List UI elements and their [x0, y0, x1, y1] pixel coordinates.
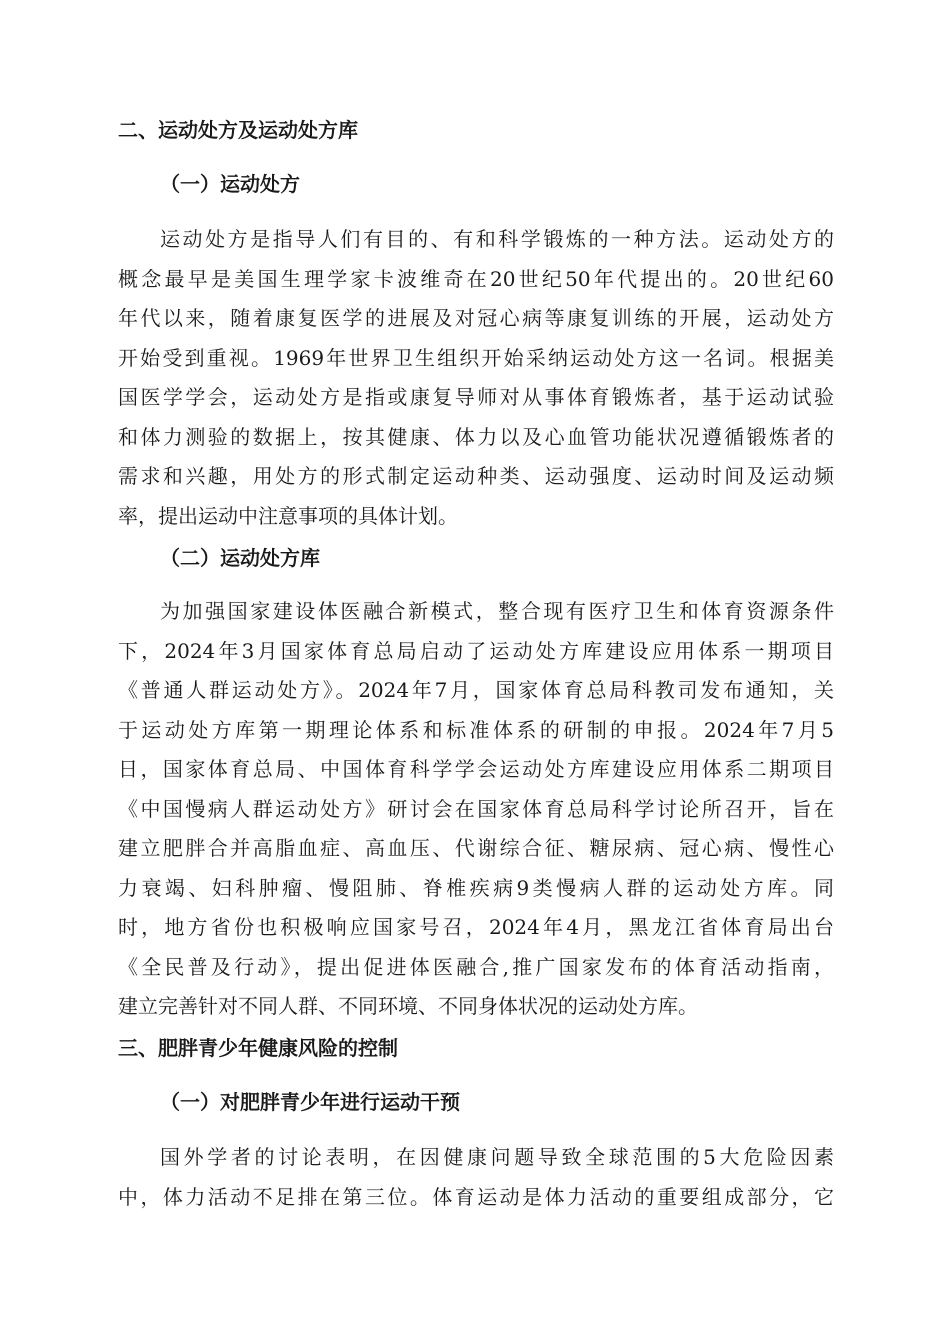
paragraph-line: 需求和兴趣，用处方的形式制定运动种类、运动强度、运动时间及运动频: [118, 464, 834, 488]
prescription-library-paragraph: [118, 592, 834, 1027]
paragraph-line: 日，国家体育总局、中国体育科学学会运动处方库建设应用体系二期项目: [118, 757, 834, 781]
paragraph-line: 时，地方省份也积极响应国家号召，2024年4月，黑龙江省体育局出台: [118, 915, 834, 939]
paragraph-line: 国医学学会，运动处方是指或康复导师对从事体育锻炼者，基于运动试验: [118, 385, 834, 409]
paragraph-line: 开始受到重视。1969年世界卫生组织开始采纳运动处方这一名词。根据美: [118, 345, 834, 370]
paragraph-line: 《全民普及行动》，提出促进体医融合,推广国家发布的体育活动指南，: [118, 954, 834, 979]
paragraph-line: 率，提出运动中注意事项的具体计划。: [118, 503, 458, 528]
paragraph-line: 为加强国家建设体医融合新模式，整合现有医疗卫生和体育资源条件: [160, 599, 834, 623]
section-3-heading: 三、肥胖青少年健康风险的控制: [118, 1036, 398, 1060]
section-2-1-heading: （一）运动处方: [160, 172, 300, 196]
paragraph-line: 《中国慢病人群运动处方》研讨会在国家体育总局科学讨论所召开，旨在: [118, 796, 834, 821]
section-3-1-heading: （一）对肥胖青少年进行运动干预: [160, 1090, 460, 1114]
obesity-intervention-paragraph: [118, 1138, 834, 1217]
exercise-prescription-paragraph: [118, 220, 834, 536]
paragraph-line: 于运动处方库第一期理论体系和标准体系的研制的申报。2024年7月5: [118, 717, 834, 742]
paragraph-line: 力衰竭、妇科肿瘤、慢阻肺、脊椎疾病9类慢病人群的运动处方库。同: [118, 875, 834, 900]
section-2-2-heading: （二）运动处方库: [160, 546, 320, 570]
paragraph-line: 国外学者的讨论表明，在因健康问题导致全球范围的5大危险因素: [160, 1145, 834, 1169]
paragraph-line: 概念最早是美国生理学家卡波维奇在20世纪50年代提出的。20世纪60: [118, 266, 834, 291]
paragraph-line: 和体力测验的数据上，按其健康、体力以及心血管功能状况遵循锻炼者的: [118, 424, 834, 449]
paragraph-line: 下，2024年3月国家体育总局启动了运动处方库建设应用体系一期项目: [118, 638, 834, 663]
paragraph-line: 年代以来，随着康复医学的进展及对冠心病等康复训练的开展，运动处方: [118, 306, 834, 330]
paragraph-line: 建立完善针对不同人群、不同环境、不同身体状况的运动处方库。: [118, 994, 698, 1018]
paragraph-line: 中，体力活动不足排在第三位。体育运动是体力活动的重要组成部分，它: [118, 1184, 834, 1209]
paragraph-line: 建立肥胖合并高脂血症、高血压、代谢综合征、糖尿病、冠心病、慢性心: [118, 836, 834, 860]
paragraph-line: 《普通人群运动处方》。2024年7月，国家体育总局科教司发布通知，关: [118, 678, 834, 702]
section-2-heading: 二、运动处方及运动处方库: [118, 118, 358, 142]
paragraph-line: 运动处方是指导人们有目的、有和科学锻炼的一种方法。运动处方的: [160, 227, 834, 251]
